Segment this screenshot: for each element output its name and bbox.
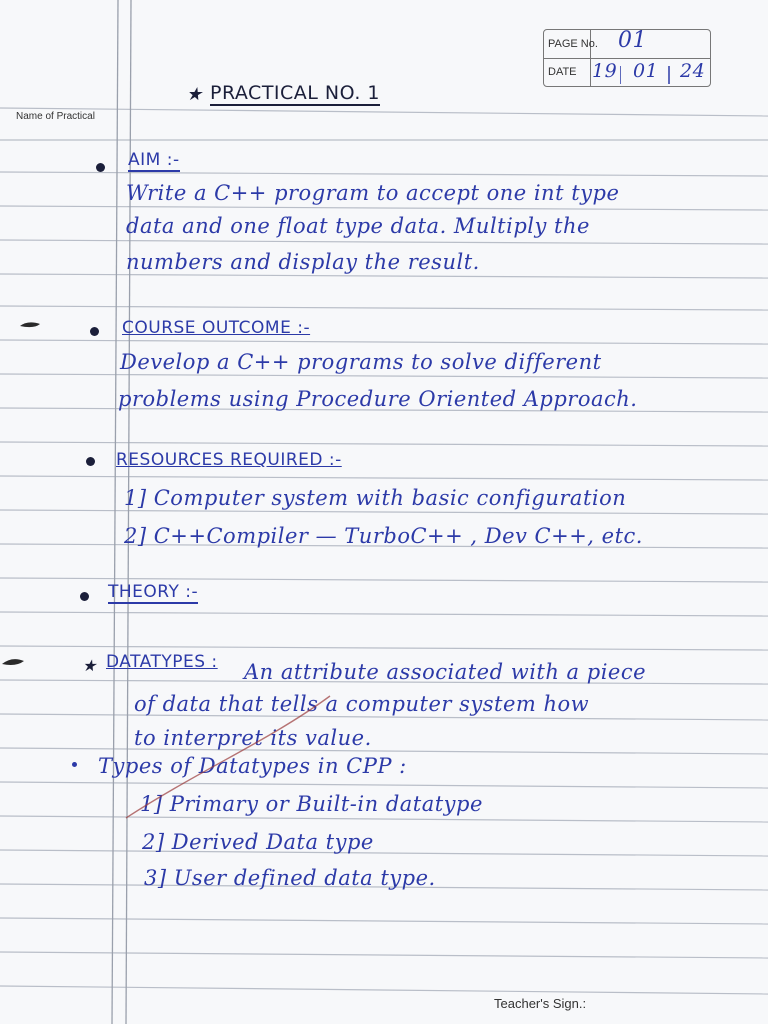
datatypes-line-3: to interpret its value. xyxy=(134,726,372,750)
aim-line-3: numbers and display the result. xyxy=(126,250,480,274)
page-title: PRACTICAL NO. 1 xyxy=(210,82,380,104)
type-item-1: 1] Primary or Built-in datatype xyxy=(140,792,483,816)
name-of-practical-label: Name of Practical xyxy=(16,111,95,122)
datatypes-line-2: of data that tells a computer system how xyxy=(134,692,590,716)
aim-line-1: Write a C++ program to accept one int type xyxy=(126,181,620,205)
date-day: 19 xyxy=(592,60,618,82)
date-label: DATE xyxy=(548,66,577,78)
type-item-2: 2] Derived Data type xyxy=(142,830,374,854)
course-outcome-line-1: Develop a C++ programs to solve different xyxy=(120,350,602,374)
datatypes-line-1: An attribute associated with a piece xyxy=(244,660,647,684)
aim-line-2: data and one float type data. Multiply the xyxy=(126,214,590,238)
teacher-sign-label: Teacher's Sign.: xyxy=(494,996,587,1011)
datatypes-star: ★ xyxy=(82,656,97,675)
resources-heading: RESOURCES REQUIRED :- xyxy=(116,450,342,470)
page-no-value: 01 xyxy=(618,28,647,53)
title-star: ★ xyxy=(186,84,203,105)
type-item-3: 3] User defined data type. xyxy=(144,866,436,890)
resource-item-2: 2] C++Compiler — TurboC++ , Dev C++, etc. xyxy=(124,524,643,548)
types-heading: Types of Datatypes in CPP : xyxy=(98,754,407,778)
date-year: 24 xyxy=(680,60,706,82)
theory-heading: THEORY :- xyxy=(108,582,199,602)
date-month: 01 xyxy=(633,60,659,82)
datatypes-heading: DATATYPES : xyxy=(106,652,218,672)
aim-heading: AIM :- xyxy=(128,150,180,170)
resource-item-1: 1] Computer system with basic configuration xyxy=(124,486,627,510)
course-outcome-line-2: problems using Procedure Oriented Approach. xyxy=(118,387,638,411)
course-outcome-heading: COURSE OUTCOME :- xyxy=(122,318,311,338)
page-no-label: PAGE No. xyxy=(548,38,598,50)
